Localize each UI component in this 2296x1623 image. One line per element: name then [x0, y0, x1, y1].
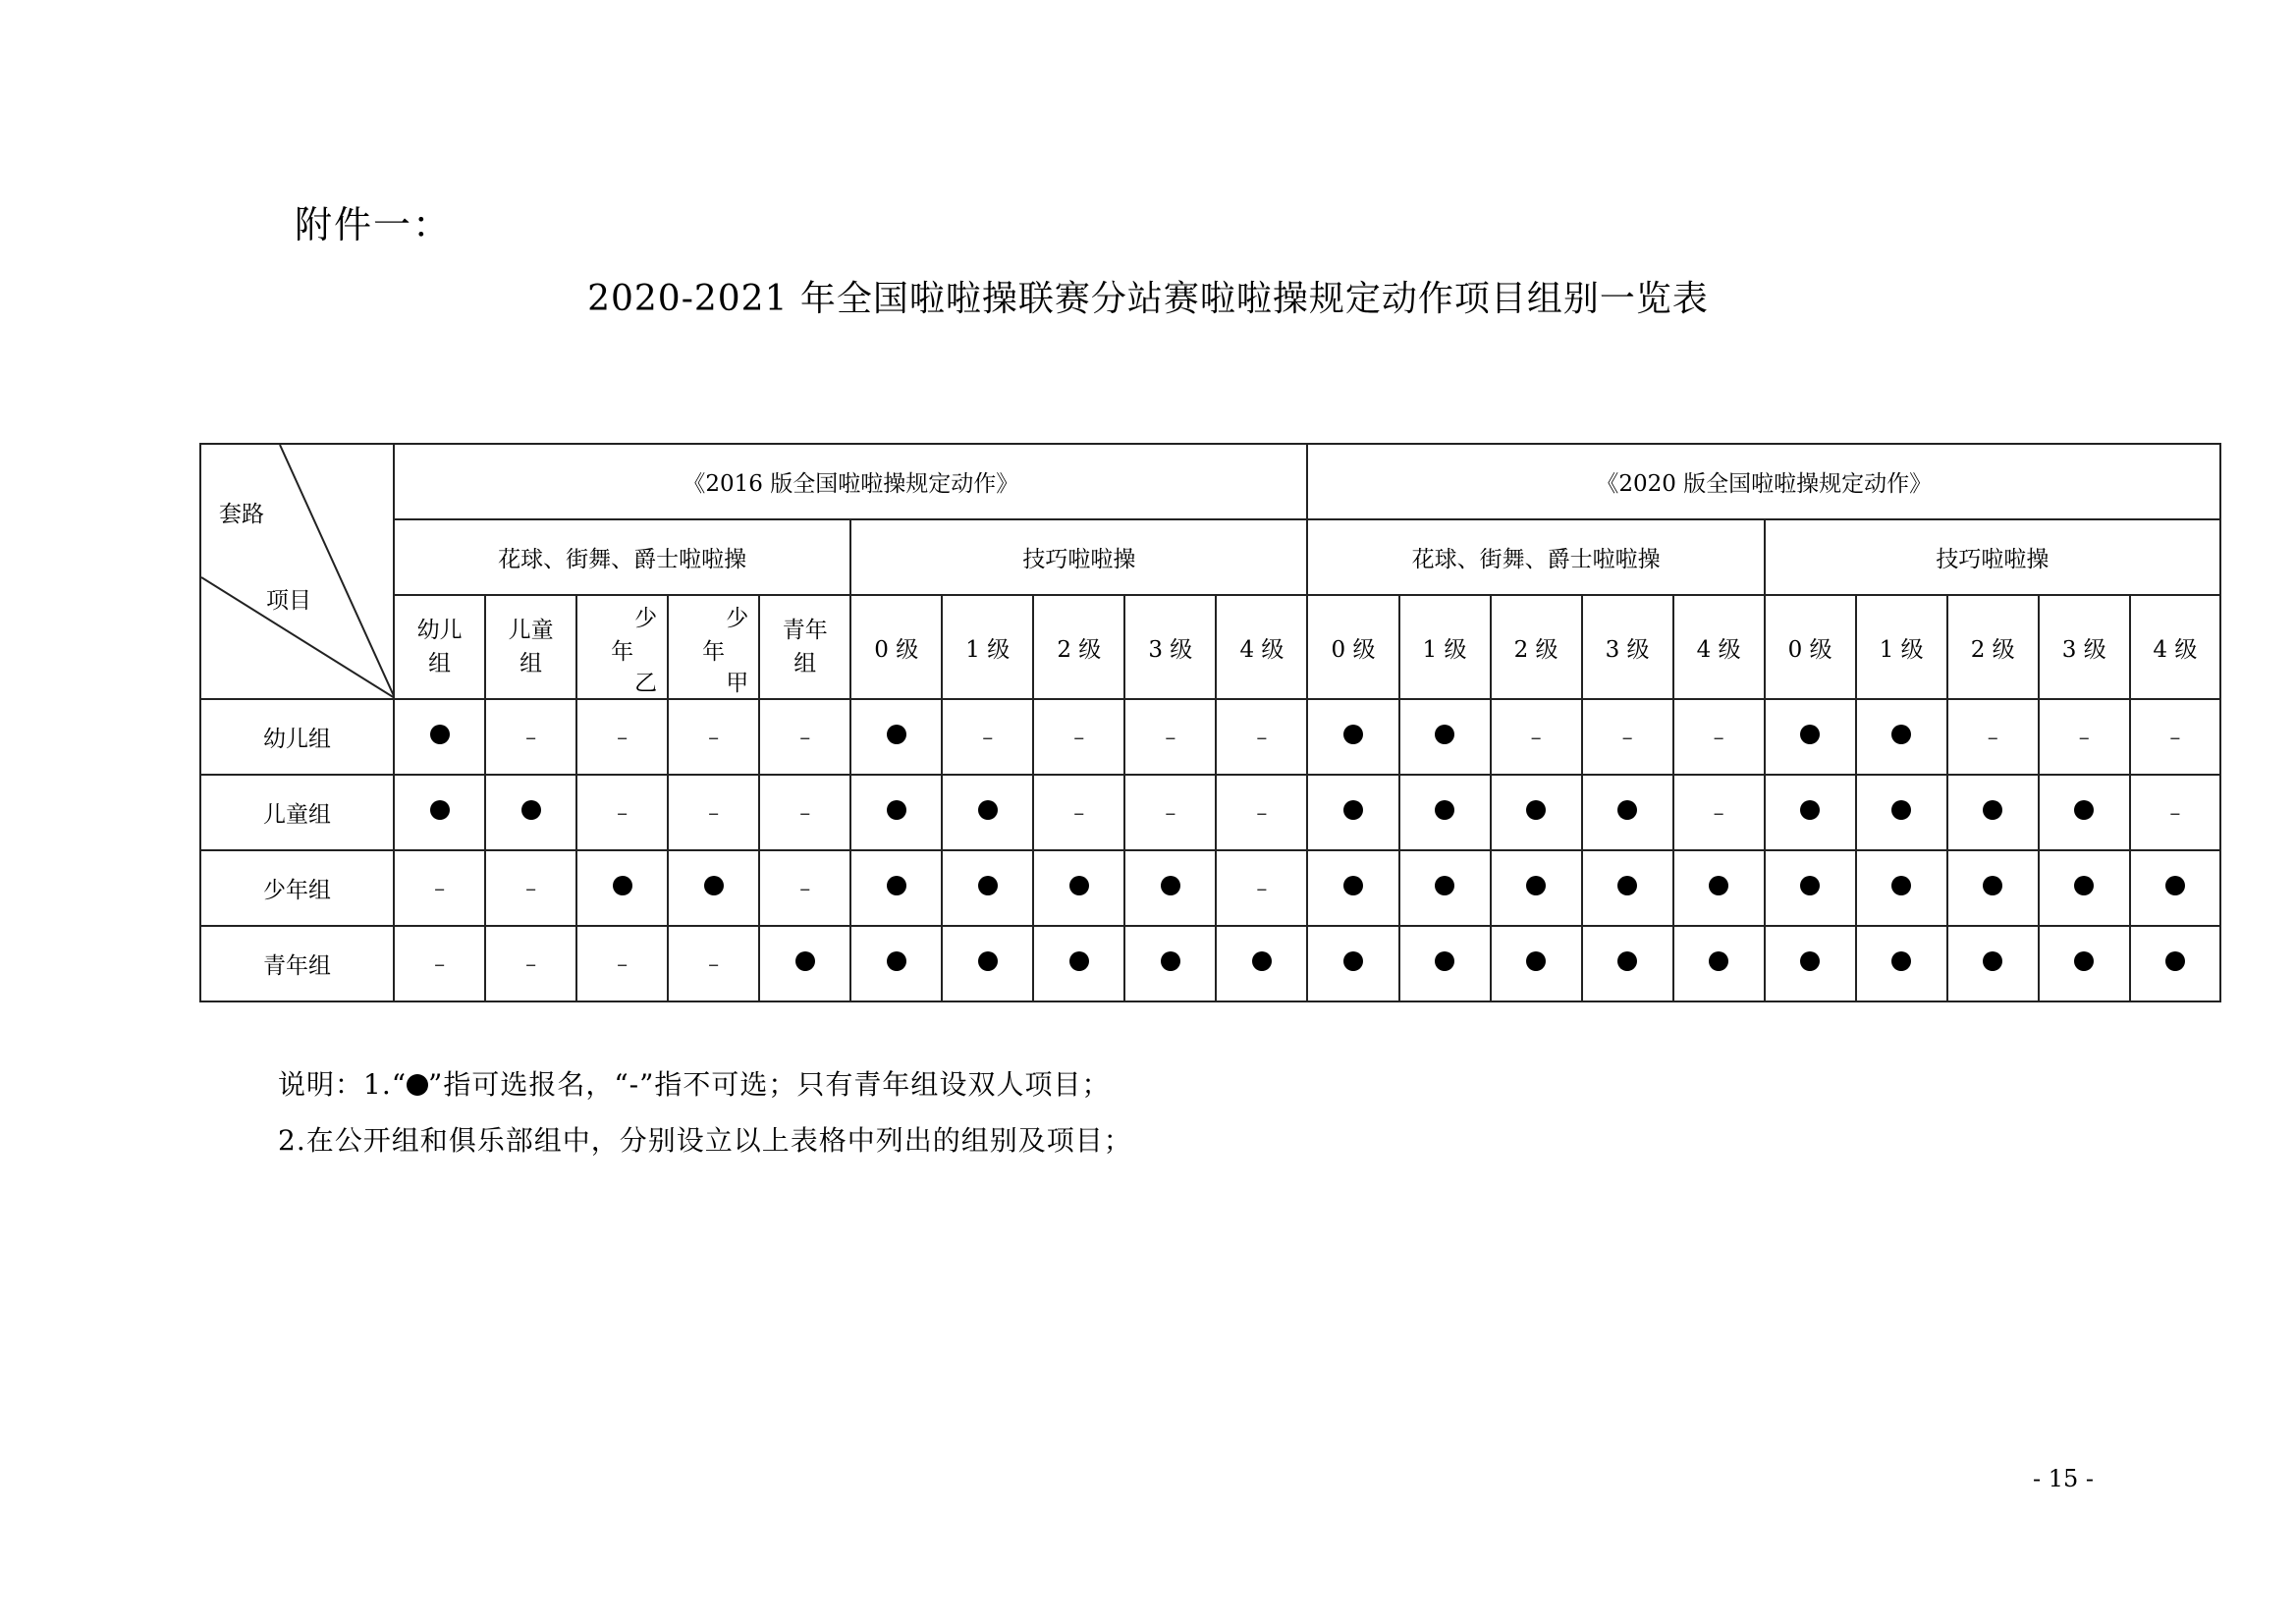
- available-cell: [942, 775, 1033, 850]
- unavailable-cell: [1491, 699, 1582, 775]
- available-dot-icon: [795, 951, 815, 971]
- available-cell: [1491, 926, 1582, 1001]
- available-dot-icon: [978, 876, 998, 895]
- unavailable-dash: –: [617, 725, 629, 750]
- available-cell: [576, 850, 668, 926]
- unavailable-dash: –: [434, 951, 446, 977]
- unavailable-cell: [668, 775, 759, 850]
- unavailable-cell: [1216, 775, 1307, 850]
- unavailable-dash: –: [1713, 800, 1724, 826]
- available-dot-icon: [430, 800, 450, 820]
- sub-sny-char3: 乙: [634, 671, 658, 696]
- unavailable-dash: –: [799, 725, 811, 750]
- available-cell: [2039, 926, 2130, 1001]
- sub-snj-char2: 年: [702, 639, 726, 665]
- unavailable-cell: [759, 850, 850, 926]
- sub-sny-char1: 少: [634, 606, 658, 631]
- unavailable-dash: –: [2169, 800, 2181, 826]
- available-dot-icon: [1069, 951, 1089, 971]
- unavailable-dash: –: [708, 951, 720, 977]
- unavailable-dash: –: [617, 951, 629, 977]
- available-cell: [850, 775, 942, 850]
- unavailable-dash: –: [1713, 725, 1724, 750]
- sub-ertong: [485, 595, 576, 699]
- available-dot-icon: [1617, 800, 1637, 820]
- available-cell: [1582, 926, 1673, 1001]
- available-dot-icon: [1709, 951, 1728, 971]
- available-dot-icon: [887, 876, 906, 895]
- unavailable-cell: [576, 926, 668, 1001]
- row-label: 少年组: [200, 850, 394, 926]
- corner-label-routine: 套路: [219, 502, 264, 527]
- sub-shaonian-yi: [576, 595, 668, 699]
- sub-qingnian-line2: 组: [793, 651, 817, 676]
- corner-diagonals: [201, 445, 395, 698]
- unavailable-dash: –: [1621, 725, 1633, 750]
- available-cell: [1124, 850, 1216, 926]
- available-dot-icon: [1983, 951, 2002, 971]
- available-dot-icon: [1617, 876, 1637, 895]
- available-cell: [394, 775, 485, 850]
- cat-stunt-2016-header: 技巧啦啦操: [850, 519, 1307, 595]
- available-cell: [1307, 926, 1398, 1001]
- available-cell: [850, 926, 942, 1001]
- unavailable-dash: –: [2078, 725, 2090, 750]
- available-cell: [1216, 926, 1307, 1001]
- subheader-row: [200, 595, 2220, 699]
- unavailable-cell: [1673, 775, 1765, 850]
- level-cell: 2 级: [1491, 595, 1582, 699]
- available-dot-icon: [2165, 876, 2185, 895]
- unavailable-dash: –: [1256, 876, 1268, 901]
- available-cell: [668, 850, 759, 926]
- available-cell: [1947, 850, 2039, 926]
- level-cell: 1 级: [1399, 595, 1491, 699]
- available-dot-icon: [1983, 800, 2002, 820]
- unavailable-cell: [668, 699, 759, 775]
- unavailable-dash: –: [617, 800, 629, 826]
- available-dot-icon: [1343, 800, 1363, 820]
- available-dot-icon: [1800, 800, 1820, 820]
- unavailable-cell: [394, 926, 485, 1001]
- corner-label-event: 项目: [266, 588, 311, 614]
- version-2020-header: 《2020 版全国啦啦操规定动作》: [1307, 444, 2220, 519]
- available-dot-icon: [1252, 951, 1272, 971]
- sub-ertong-line1: 儿童: [508, 618, 554, 643]
- available-dot-icon: [887, 725, 906, 744]
- available-cell: [1307, 850, 1398, 926]
- unavailable-cell: [485, 926, 576, 1001]
- available-cell: [1765, 699, 1856, 775]
- available-cell: [394, 699, 485, 775]
- sub-youer: [394, 595, 485, 699]
- available-dot-icon: [1800, 725, 1820, 744]
- unavailable-dash: –: [1256, 800, 1268, 826]
- available-dot-icon: [1435, 800, 1454, 820]
- unavailable-dash: –: [525, 876, 537, 901]
- unavailable-cell: [1216, 850, 1307, 926]
- unavailable-dash: –: [525, 725, 537, 750]
- unavailable-cell: [2130, 775, 2220, 850]
- unavailable-dash: –: [1073, 725, 1085, 750]
- unavailable-cell: [1124, 775, 1216, 850]
- unavailable-cell: [2039, 699, 2130, 775]
- available-cell: [1582, 775, 1673, 850]
- page-number: - 15 -: [2033, 1465, 2095, 1492]
- available-dot-icon: [2165, 951, 2185, 971]
- unavailable-cell: [576, 699, 668, 775]
- row-label: 青年组: [200, 926, 394, 1001]
- level-cell: 2 级: [1947, 595, 2039, 699]
- level-cell: 4 级: [1673, 595, 1765, 699]
- available-cell: [942, 850, 1033, 926]
- available-cell: [1856, 850, 1947, 926]
- unavailable-dash: –: [799, 800, 811, 826]
- available-cell: [1033, 850, 1124, 926]
- available-cell: [1399, 926, 1491, 1001]
- sub-snj-char1: 少: [726, 606, 749, 631]
- available-dot-icon: [1709, 876, 1728, 895]
- available-cell: [1765, 926, 1856, 1001]
- unavailable-cell: [1033, 699, 1124, 775]
- sub-youer-line1: 幼儿: [416, 618, 463, 643]
- available-cell: [1673, 926, 1765, 1001]
- level-cell: 1 级: [1856, 595, 1947, 699]
- unavailable-cell: [759, 699, 850, 775]
- unavailable-cell: [668, 926, 759, 1001]
- available-dot-icon: [1891, 725, 1911, 744]
- available-dot-icon: [521, 800, 541, 820]
- available-dot-icon: [1526, 876, 1546, 895]
- available-cell: [1491, 775, 1582, 850]
- available-dot-icon: [1800, 876, 1820, 895]
- available-dot-icon: [1800, 951, 1820, 971]
- available-cell: [1947, 775, 2039, 850]
- available-cell: [1856, 775, 1947, 850]
- available-dot-icon: [1343, 725, 1363, 744]
- note-1-prefix: 说明：1.“: [278, 1068, 408, 1101]
- sub-ertong-line2: 组: [519, 651, 543, 676]
- available-dot-icon: [978, 951, 998, 971]
- unavailable-cell: [576, 775, 668, 850]
- sub-youer-line2: 组: [428, 651, 452, 676]
- level-cell: 4 级: [1216, 595, 1307, 699]
- unavailable-dash: –: [982, 725, 994, 750]
- unavailable-dash: –: [1530, 725, 1542, 750]
- unavailable-dash: –: [1073, 800, 1085, 826]
- available-cell: [1307, 775, 1398, 850]
- level-cell: 3 级: [2039, 595, 2130, 699]
- unavailable-dash: –: [708, 725, 720, 750]
- available-dot-icon: [1161, 951, 1180, 971]
- available-dot-icon: [2074, 800, 2094, 820]
- sub-shaonian-jia: [668, 595, 759, 699]
- available-cell: [942, 926, 1033, 1001]
- table-row: [200, 775, 2220, 850]
- available-dot-icon: [1161, 876, 1180, 895]
- unavailable-cell: [942, 699, 1033, 775]
- available-dot-icon: [1617, 951, 1637, 971]
- available-cell: [1033, 926, 1124, 1001]
- available-dot-icon: [1343, 951, 1363, 971]
- cat-stunt-2020-header: 技巧啦啦操: [1765, 519, 2220, 595]
- available-cell: [1399, 850, 1491, 926]
- available-cell: [1582, 850, 1673, 926]
- level-cell: 4 级: [2130, 595, 2220, 699]
- available-dot-icon: [613, 876, 632, 895]
- available-dot-icon: [430, 725, 450, 744]
- available-dot-icon: [1069, 876, 1089, 895]
- unavailable-cell: [1582, 699, 1673, 775]
- available-dot-icon: [1435, 876, 1454, 895]
- available-cell: [1399, 699, 1491, 775]
- unavailable-cell: [485, 699, 576, 775]
- unavailable-cell: [485, 850, 576, 926]
- available-cell: [1765, 775, 1856, 850]
- available-cell: [850, 699, 942, 775]
- available-dot-icon: [2074, 876, 2094, 895]
- sub-sny-char2: 年: [611, 639, 634, 665]
- level-cell: 3 级: [1582, 595, 1673, 699]
- level-cell: 1 级: [942, 595, 1033, 699]
- unavailable-cell: [1673, 699, 1765, 775]
- unavailable-dash: –: [1987, 725, 1998, 750]
- available-dot-icon: [1435, 951, 1454, 971]
- available-cell: [2130, 850, 2220, 926]
- row-label: 幼儿组: [200, 699, 394, 775]
- available-cell: [1765, 850, 1856, 926]
- available-cell: [1307, 699, 1398, 775]
- available-dot-icon: [1983, 876, 2002, 895]
- note-line-2: 2.在公开组和俱乐部组中，分别设立以上表格中列出的组别及项目；: [278, 1124, 1132, 1157]
- available-dot-icon: [887, 951, 906, 971]
- available-dot-icon: [704, 876, 724, 895]
- version-2016-header: 《2016 版全国啦啦操规定动作》: [394, 444, 1307, 519]
- unavailable-dash: –: [1165, 800, 1176, 826]
- level-cell: 0 级: [1307, 595, 1398, 699]
- table-row: [200, 926, 2220, 1001]
- cat-pom-2020-header: 花球、街舞、爵士啦啦操: [1307, 519, 1764, 595]
- row-label: 儿童组: [200, 775, 394, 850]
- available-cell: [1399, 775, 1491, 850]
- note-1-suffix: ”指可选报名，“-”指不可选；只有青年组设双人项目；: [428, 1068, 1111, 1101]
- available-dot-icon: [1891, 951, 1911, 971]
- document-title: 2020-2021 年全国啦啦操联赛分站赛啦啦操规定动作项目组别一览表: [587, 279, 1709, 319]
- level-cell: 0 级: [850, 595, 942, 699]
- available-dot-icon: [1526, 800, 1546, 820]
- unavailable-dash: –: [434, 876, 446, 901]
- table-row: [200, 850, 2220, 926]
- available-dot-icon: [887, 800, 906, 820]
- sub-snj-char3: 甲: [726, 671, 749, 696]
- available-dot-icon: [1891, 800, 1911, 820]
- unavailable-dash: –: [2169, 725, 2181, 750]
- cat-pom-2016-header: 花球、街舞、爵士啦啦操: [394, 519, 850, 595]
- available-cell: [1856, 699, 1947, 775]
- available-dot-icon: [1435, 725, 1454, 744]
- available-cell: [850, 850, 942, 926]
- available-cell: [2130, 926, 2220, 1001]
- level-cell: 2 级: [1033, 595, 1124, 699]
- sub-qingnian: [759, 595, 850, 699]
- available-dot-icon: [1343, 876, 1363, 895]
- unavailable-dash: –: [1256, 725, 1268, 750]
- available-dot-icon: [1526, 951, 1546, 971]
- level-cell: 0 级: [1765, 595, 1856, 699]
- unavailable-dash: –: [799, 876, 811, 901]
- unavailable-cell: [394, 850, 485, 926]
- event-table: [199, 443, 2221, 1002]
- unavailable-cell: [1947, 699, 2039, 775]
- unavailable-cell: [759, 775, 850, 850]
- available-dot-icon: [1891, 876, 1911, 895]
- note-line-1: [278, 1063, 1110, 1103]
- available-cell: [759, 926, 850, 1001]
- available-cell: [1491, 850, 1582, 926]
- available-cell: [2039, 850, 2130, 926]
- available-dot-icon: [2074, 951, 2094, 971]
- unavailable-cell: [2130, 699, 2220, 775]
- available-cell: [2039, 775, 2130, 850]
- available-dot-icon: [978, 800, 998, 820]
- attachment-label: 附件一：: [295, 203, 453, 246]
- unavailable-dash: –: [1165, 725, 1176, 750]
- unavailable-cell: [1216, 699, 1307, 775]
- table-row: [200, 699, 2220, 775]
- available-cell: [1124, 926, 1216, 1001]
- available-cell: [1947, 926, 2039, 1001]
- available-cell: [1856, 926, 1947, 1001]
- unavailable-cell: [1033, 775, 1124, 850]
- level-cell: 3 级: [1124, 595, 1216, 699]
- unavailable-dash: –: [708, 800, 720, 826]
- unavailable-cell: [1124, 699, 1216, 775]
- sub-qingnian-line1: 青年: [782, 618, 828, 643]
- corner-header-cell: [200, 444, 394, 699]
- available-cell: [485, 775, 576, 850]
- unavailable-dash: –: [525, 951, 537, 977]
- legend-dot-icon: [407, 1074, 428, 1096]
- available-cell: [1673, 850, 1765, 926]
